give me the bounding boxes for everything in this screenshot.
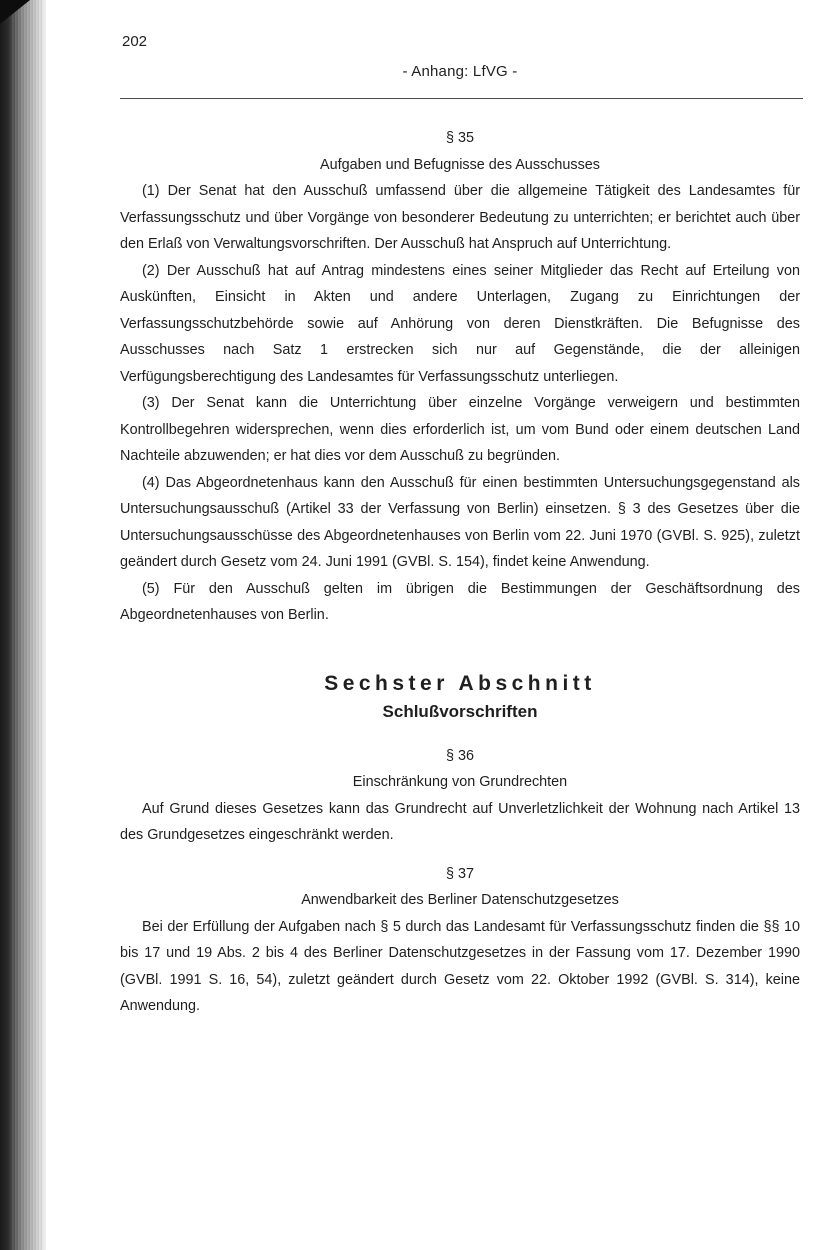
page-number: 202 [122,33,148,50]
section-text: Bei der Erfüllung der Aufgaben nach § 5 durch das Landesamt für Verfassungsschutz finden die §§ 10 bis 17 und 19 Abs. 2 bis 4 des Berliner Datenschutzgesetzes in der Fassung vom 17. Dezember 1990 (GVBl. 1991 S. 16, 54), zuletzt geändert durch Gesetz vom 22. Oktober 1992 (GVBl. S. 314), keine Anwendung. [120,918,800,1014]
section-37 [120,861,800,1020]
section-36 [120,743,800,849]
section-number: § 37 [445,865,474,882]
paragraph-2: (2) Der Ausschuß hat auf Antrag mindestens eines seiner Mitglieder das Recht auf Erteilung von Auskünften, Einsicht in Akten und andere Unterlagen, Zugang zu Einrichtungen der Verfassungsschutzbehörde sowie auf Anhörung von deren Dienstkräften. Die Befugnisse des Ausschusses nach Satz 1 erstrecken sich nur auf Gegenstände, die der alleinigen Verfügungsberechtigung des Landesamtes für Verfassungsschutz unterliegen. [120,262,800,385]
corner-mark [0,0,30,24]
page-edge-texture [12,0,42,1250]
section-35 [120,125,800,629]
paragraph-1: (1) Der Senat hat den Ausschuß umfassend über die allgemeine Tätigkeit des Landesamtes für Verfassungsschutz und über Vorgänge von besonderer Bedeutung zu unterrichten; er berichtet auch über den Erlaß von Verwaltungsvorschriften. Der Ausschuß hat Anspruch auf Unterrichtung. [120,183,800,252]
paragraph-3: (3) Der Senat kann die Unterrichtung über einzelne Vorgänge verweigern und bestimmten Kontrollbegehren widersprechen, wenn dies erforderlich ist, um vom Bund oder einem deutschen Land Nachteile abzuwenden; er hat dies vor dem Ausschuß zu begründen. [120,395,800,464]
chapter-heading: Sechster Abschnitt [324,671,596,695]
section-title: Einschränkung von Grundrechten [352,774,568,790]
running-header: - Anhang: LfVG - [402,63,518,80]
section-number: § 35 [445,130,474,146]
section-text: Auf Grund dieses Gesetzes kann das Grundrecht auf Unverletzlichkeit der Wohnung nach Artikel 13 des Grundgesetzes eingeschränkt werden. [120,800,800,843]
chapter-subheading: Schlußvorschriften [382,701,538,721]
section-spacer [120,849,800,861]
paragraph-4: (4) Das Abgeordnetenhaus kann den Ausschuß für einen bestimmten Untersuchungsgegenstand als Untersuchungsausschuß (Artikel 33 der Verfassung von Berlin) einsetzen. § 3 des Gesetzes über die Untersuchungsausschüsse des Abgeordnetenhauses von Berlin vom 22. Juni 1970 (GVBl. S. 925), zuletzt geändert durch Gesetz vom 24. Juni 1991 (GVBl. S. 154), findet keine Anwendung. [120,474,800,570]
section-number: § 36 [445,747,474,764]
header-rule [120,98,803,99]
page-content [120,125,800,1020]
section-title: Aufgaben und Befugnisse des Ausschusses [319,156,600,173]
paragraph-5: (5) Für den Ausschuß gelten im übrigen die Bestimmungen der Geschäftsordnung des Abgeordnetenhauses von Berlin. [120,580,800,623]
section-title: Anwendbarkeit des Berliner Datenschutzgesetzes [301,892,619,908]
